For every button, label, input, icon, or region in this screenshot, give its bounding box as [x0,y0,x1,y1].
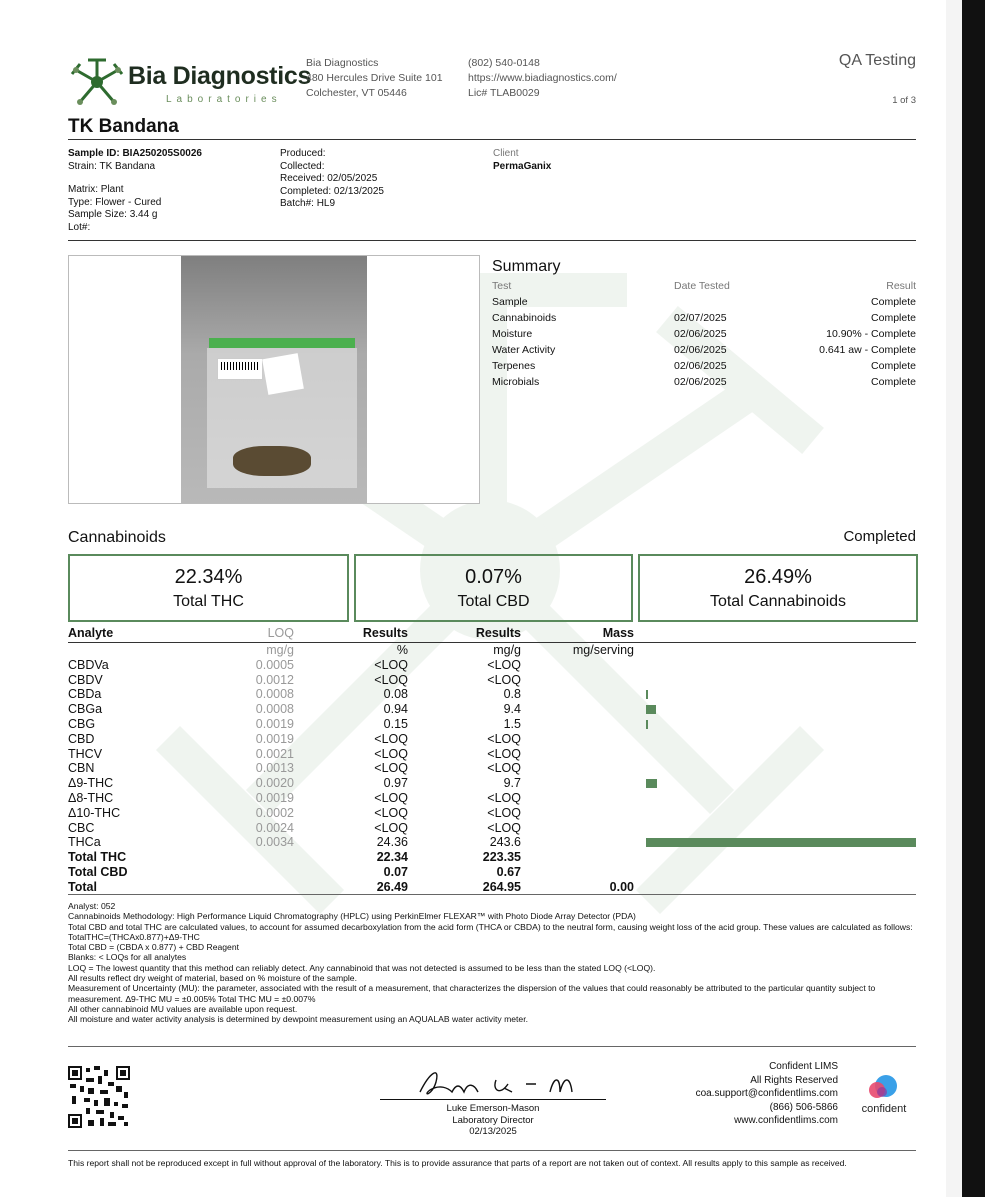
total-pct: 0.07 [383,864,408,879]
total-cannabinoids-box [638,554,918,622]
divider [68,894,916,895]
footer-disclaimer: This report shall not be reproduced except in full without approval of the laboratory. This is to provide assurance that parts of a report are not taken out of context. All results apply to this sample as received. [68,1158,847,1168]
note-line: LOQ = The lowest quantity that this method can reliably detect. Any cannabinoid that was not detected is assumed to be less than the stated LOQ (<LOQ). [68,962,656,973]
summary-row: Moisture 02/06/2025 10.90% - Complete [492,328,916,340]
lab-website[interactable]: https://www.biadiagnostics.com/ [468,72,617,84]
table-row [68,791,916,806]
result-mgg: 1.5 [503,716,521,731]
batch: Batch#: HL9 [280,198,336,209]
col-analyte: Analyte [68,626,114,640]
result-pct: <LOQ [374,790,408,805]
summary-row: Microbials 02/06/2025 Complete [492,376,916,388]
page-number: 1 of 3 [892,95,916,106]
total-pct: 22.34 [376,850,408,865]
total-cbd-label: Total CBD [457,593,530,610]
total-mgg: 264.95 [482,879,521,894]
analyte-name: CBD [68,731,95,746]
result-bar [646,690,648,699]
analyte-name: CBDV [68,672,103,687]
table-row [68,732,916,747]
summary-col-result: Result [886,280,916,292]
loq-value: 0.0012 [255,672,294,687]
analyte-name: Δ10-THC [68,805,121,820]
result-pct: <LOQ [374,657,408,672]
summary-header [492,280,916,296]
viewer-edge [962,0,985,1197]
signature-date: 02/13/2025 [469,1126,517,1137]
lab-name: Bia Diagnostics [306,57,379,69]
col-loq: LOQ [267,626,294,640]
signatory-name: Luke Emerson-Mason [446,1103,540,1114]
analyte-name: CBDa [68,687,102,702]
loq-value: 0.0024 [255,820,294,835]
table-row [68,687,916,702]
summary-row: Cannabinoids 02/07/2025 Complete [492,312,916,324]
table-row [68,835,916,850]
loq-value: 0.0005 [255,657,294,672]
total-pct: 26.49 [376,879,408,894]
analyte-name: CBDVa [68,657,109,672]
completed: Completed: 02/13/2025 [280,185,384,197]
divider [68,139,916,140]
cannabinoids-title: Cannabinoids [68,529,166,546]
result-pct: <LOQ [374,805,408,820]
total-row [68,850,916,865]
total-cbd-value: 0.07% [465,566,522,588]
note-line: Total CBD and total THC are calculated values, to account for assumed decarboxylation from the acid form (THCA or CBDA) to the neutral form, causing weight loss of the acid group. These values are calculated as follows: [68,921,913,932]
table-row [68,717,916,732]
col-results-pct: Results [362,626,408,640]
lims-rights: All Rights Reserved [750,1074,838,1086]
summary-col-test: Test [492,280,512,292]
client-info [493,148,551,173]
loq-value: 0.0002 [255,805,294,820]
result-pct: 0.97 [383,776,408,791]
note-line: All other cannabinoid MU values are available upon request. [68,1003,298,1014]
result-pct: <LOQ [374,746,408,761]
loq-value: 0.0019 [255,731,294,746]
sample-info [68,148,202,234]
result-mgg: <LOQ [487,657,521,672]
lab-license: Lic# TLAB0029 [468,87,540,99]
lims-info [660,1060,838,1128]
result-bar [646,705,656,714]
table-row [68,702,916,717]
result-pct: <LOQ [374,820,408,835]
analyte-name: CBG [68,716,96,731]
confident-logo-text: confident [861,1103,907,1115]
total-mgg: 223.35 [482,850,521,865]
total-cannabinoids-label: Total Cannabinoids [709,593,847,610]
result-pct: <LOQ [374,672,408,687]
sample-id: Sample ID: BIA250205S0026 [68,148,202,159]
result-mgg: <LOQ [487,761,521,776]
loq-value: 0.0034 [255,835,294,850]
cannabinoid-table [68,626,916,895]
total-name: Total [68,879,97,894]
analyte-name: THCa [68,835,101,850]
note-line: Cannabinoids Methodology: High Performance Liquid Chromatography (HPLC) using PerkinElmer FLEXAR™ with Photo Diode Array Detector (PDA) [68,911,636,922]
zip-seal [209,338,355,348]
summary-title: Summary [492,258,561,275]
sample-matrix: Matrix: Plant [68,184,124,195]
signature [400,1062,590,1100]
methodology-notes [68,901,916,1025]
col-results-mgg: Results [475,626,521,640]
collected: Collected: [280,160,325,172]
lims-phone: (866) 506-5866 [769,1101,838,1113]
note-line: Measurement of Uncertainty (MU): the parameter, associated with the result of a measurement, that characterizes the dispersion of the values that could reasonably be attributed to the particular quantity subject to measurement. Δ9-THC MU = ±0.005% Total THC MU = ±0.007% [68,983,876,1004]
lab-phone: (802) 540-0148 [468,57,540,69]
summary-row: Water Activity 02/06/2025 0.641 aw - Complete [492,344,916,356]
total-rows [68,850,916,894]
col-mass: Mass [602,626,634,640]
note-line: All moisture and water activity analysis is determined by dewpoint measurement using an AQUALAB water activity meter. [68,1014,528,1025]
flower-sample [233,446,311,476]
result-pct: 24.36 [376,835,408,850]
note-line: TotalTHC=(THCAx0.877)+Δ9-THC [68,931,200,942]
loq-value: 0.0019 [255,716,294,731]
result-bar [646,720,648,729]
total-thc-box [68,554,349,622]
note-line: Total CBD = (CBDA x 0.877) + CBD Reagent [68,942,239,953]
total-name: Total THC [68,850,127,865]
cannabinoids-status: Completed [843,528,916,545]
signatory [380,1103,606,1138]
sample-photo [68,255,480,504]
produced: Produced: [280,148,326,159]
loq-value: 0.0008 [255,687,294,702]
loq-value: 0.0019 [255,790,294,805]
result-mgg: <LOQ [487,805,521,820]
sample-lot: Lot#: [68,221,91,233]
note-line: Analyst: 052 [68,901,116,911]
received: Received: 02/05/2025 [280,173,378,184]
table-row [68,761,916,776]
logo-wordmark: Bia Diagnostics [128,62,312,90]
viewer-margin [946,0,962,1197]
total-mass: 0.00 [609,879,634,894]
summary-table [492,280,916,392]
total-row [68,865,916,880]
confident-logo-icon [866,1072,902,1102]
units-row: mg/g % mg/g mg/serving [266,643,634,657]
address-line-1: 480 Hercules Drive Suite 101 [306,72,443,84]
handwritten-label [262,353,304,395]
result-mgg: <LOQ [487,820,521,835]
result-pct: <LOQ [374,761,408,776]
table-row [68,806,916,821]
bia-logo-icon [68,54,126,110]
lims-website[interactable]: www.confidentlims.com [734,1115,838,1126]
total-row [68,880,916,895]
lims-email[interactable]: coa.support@confidentlims.com [695,1088,838,1099]
table-row [68,673,916,688]
page-title: TK Bandana [68,116,179,137]
table-header [68,626,916,643]
sample-type: Type: Flower - Cured [68,196,162,208]
loq-value: 0.0013 [255,761,294,776]
address-line-2: Colchester, VT 05446 [306,87,407,99]
result-mgg: 9.4 [503,702,521,717]
table-row [68,776,916,791]
lab-address [306,56,443,101]
result-pct: 0.15 [383,716,408,731]
total-thc-value: 22.34% [174,566,243,588]
lab-contact [468,56,617,101]
sample-dates [280,148,384,211]
analyte-rows [68,658,916,850]
note-line: Blanks: < LOQs for all analytes [68,952,187,963]
logo-subtitle: Laboratories [166,94,282,105]
lims-name: Confident LIMS [769,1061,838,1072]
result-mgg: <LOQ [487,731,521,746]
result-mgg: 9.7 [503,776,521,791]
analyte-name: Δ9-THC [68,776,114,791]
table-row [68,821,916,836]
divider [68,1046,916,1047]
note-line: All results reflect dry weight of material, based on % moisture of the sample. [68,973,357,984]
analyte-name: CBN [68,761,95,776]
signatory-title: Laboratory Director [452,1114,534,1126]
analyte-name: CBGa [68,702,103,717]
loq-value: 0.0008 [255,702,294,717]
result-mgg: <LOQ [487,746,521,761]
result-pct: 0.94 [383,702,408,717]
divider [68,240,916,241]
loq-value: 0.0020 [255,776,294,791]
total-thc-label: Total THC [173,593,244,610]
qa-testing-label: QA Testing [838,52,916,69]
sample-size: Sample Size: 3.44 g [68,209,158,220]
summary-col-date: Date Tested [674,280,730,292]
result-mgg: 243.6 [489,835,521,850]
client-label: Client [493,148,519,159]
qr-code[interactable] [68,1066,130,1128]
analyte-name: THCV [68,746,103,761]
summary-row: Sample Complete [492,296,916,308]
loq-value: 0.0021 [255,746,294,761]
result-pct: <LOQ [374,731,408,746]
result-bar [646,779,657,788]
barcode-label [217,358,263,380]
total-cbd-box [354,554,633,622]
table-row [68,658,916,673]
result-mgg: 0.8 [503,687,521,702]
total-cannabinoids-value: 26.49% [744,566,812,588]
result-pct: 0.08 [383,687,408,702]
total-name: Total CBD [68,864,128,879]
analyte-name: Δ8-THC [68,790,114,805]
result-bar [646,838,916,847]
total-mgg: 0.67 [496,864,521,879]
analyte-name: CBC [68,820,95,835]
result-mgg: <LOQ [487,790,521,805]
signature-line [380,1099,606,1100]
client-name: PermaGanix [493,160,552,172]
table-row [68,747,916,762]
summary-row: Terpenes 02/06/2025 Complete [492,360,916,372]
result-mgg: <LOQ [487,672,521,687]
divider [68,1150,916,1151]
sample-strain: Strain: TK Bandana [68,160,156,172]
